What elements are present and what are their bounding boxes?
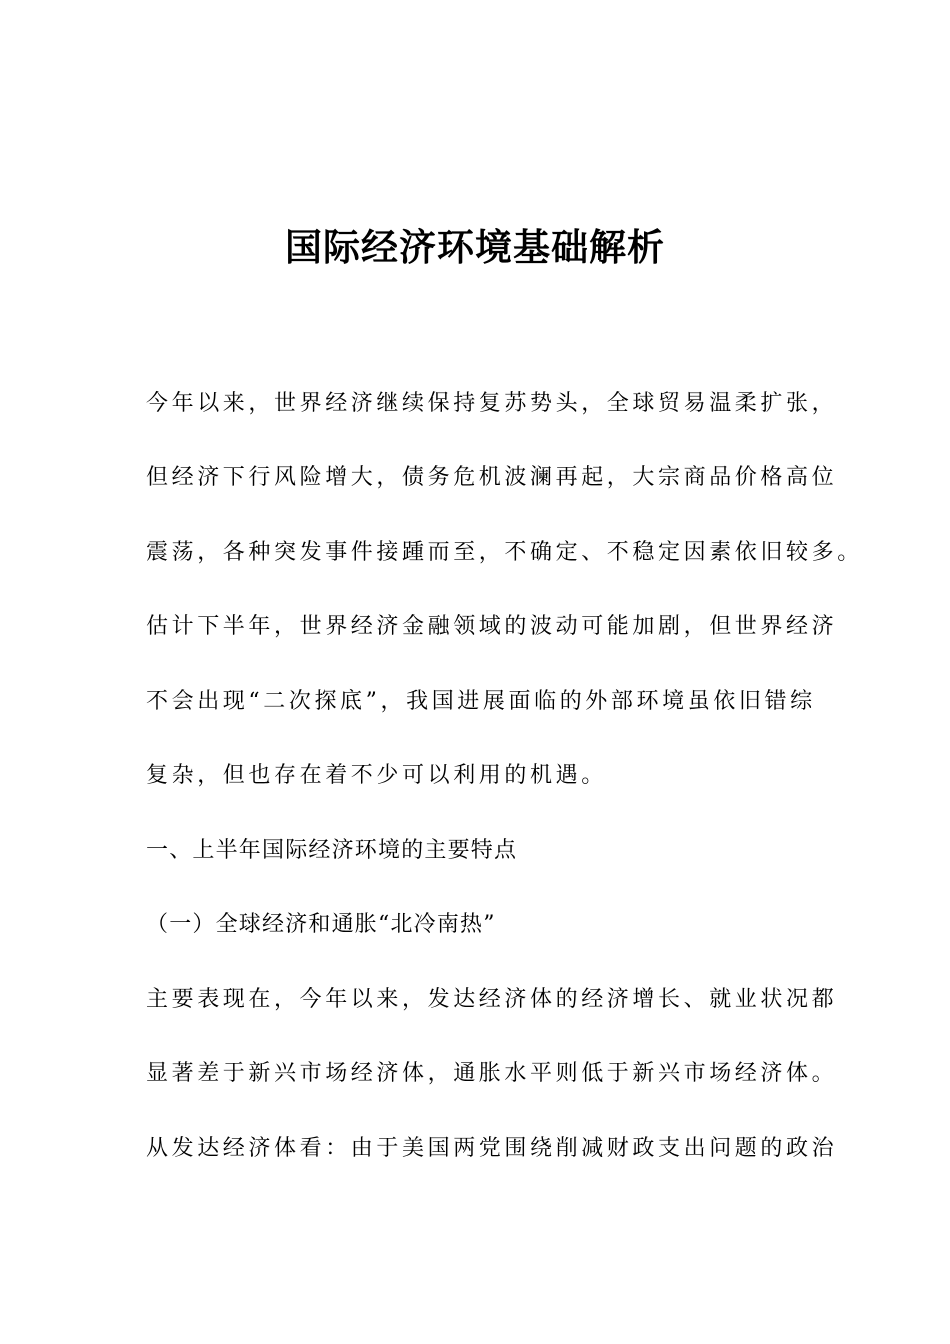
document-title: 国际经济环境基础解析: [285, 226, 665, 269]
paragraph-line: 震荡，各种突发事件接踵而至，不确定、不稳定因素依旧较多。: [146, 540, 863, 565]
paragraph-line: 估计下半年，世界经济金融领域的波动可能加剧，但世界经济: [146, 614, 838, 639]
paragraph-line: 不会出现“二次探底”，我国进展面临的外部环境虽依旧错综: [146, 689, 816, 714]
paragraph-line: 主要表现在，今年以来，发达经济体的经济增长、就业状况都: [146, 987, 838, 1012]
paragraph-line: 但经济下行风险增大，债务危机波澜再起，大宗商品价格高位: [146, 465, 838, 490]
paragraph-line: 今年以来，世界经济继续保持复苏势头，全球贸易温柔扩张，: [146, 391, 838, 416]
paragraph-line: 显著差于新兴市场经济体，通胀水平则低于新兴市场经济体。: [146, 1061, 838, 1086]
subsection-heading: （一）全球经济和通胀“北冷南热”: [146, 912, 496, 937]
paragraph-line: 从发达经济体看：由于美国两党围绕削减财政支出问题的政治: [146, 1136, 838, 1161]
section-heading: 一、上半年国际经济环境的主要特点: [146, 838, 518, 863]
paragraph-line: 复杂，但也存在着不少可以利用的机遇。: [146, 763, 607, 788]
